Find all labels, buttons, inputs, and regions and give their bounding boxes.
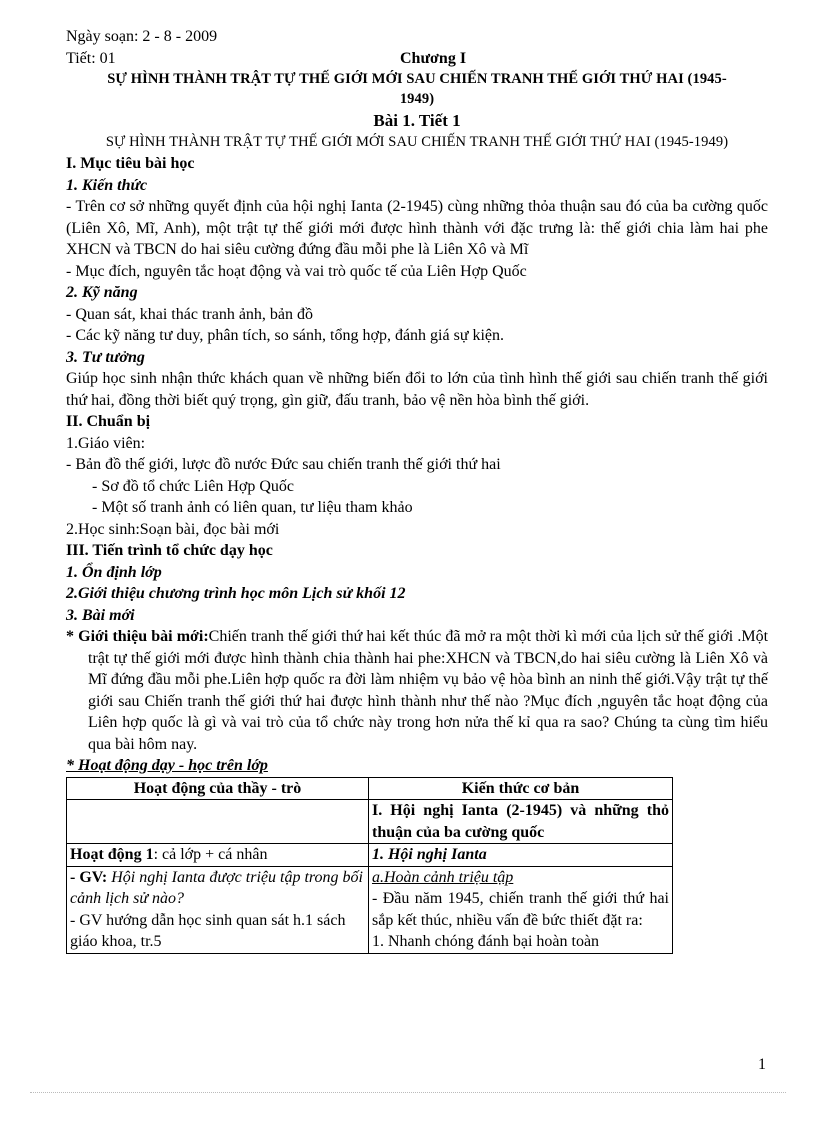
period-chapter-row bbox=[66, 48, 768, 70]
table-cell-subtitle: 1. Hội nghị Ianta bbox=[368, 844, 672, 867]
table-cell-section-title: I. Hội nghị Ianta (2-1945) và những thỏ thuận của ba cường quốc bbox=[368, 800, 672, 844]
activity1-mode: : cả lớp + cá nhân bbox=[153, 846, 268, 863]
activity1-label: Hoạt động 1 bbox=[70, 846, 154, 863]
teacher-question bbox=[70, 867, 365, 910]
gv-label: - GV: bbox=[70, 868, 108, 886]
context-item-1: 1. Nhanh chóng đánh bại hoàn toàn bbox=[371, 933, 600, 950]
teacher-label: 1.Giáo viên: bbox=[66, 434, 146, 452]
table-row bbox=[67, 844, 673, 867]
section1-heading: I. Mục tiêu bài học bbox=[66, 155, 195, 172]
chapter-title-line1: SỰ HÌNH THÀNH TRẬT TỰ THẾ GIỚI MỚI SAU CHIẾN TRANH THẾ GIỚI THỨ HAI (1945- bbox=[107, 71, 727, 87]
intro-text: Chiến tranh thế giới thứ hai kết thúc đã mở ra một thời kì mới của lịch sử thế giới .Một trật tự thế giới mới được hình thành chia thành hai phe:XHCN và TBCN,do hai siêu cường là Liên Xô và Mĩ đứng đầu mỗi phe.Liên hợp quốc ra đời làm nhiệm vụ bảo vệ hòa bình an ninh thế giới.Vậy trật tự thế giới sau Chiến tranh thế giới thứ hai được hình thành như thế nào ?Mục đích ,nguyên tắc hoạt động của Liên hợp quốc là gì và vai trò của tổ chức này trong hơn nửa thế kỉ qua ra sao? Chúng ta cùng tìm hiểu qua bài hôm nay. bbox=[88, 628, 769, 753]
lesson-subtitle: SỰ HÌNH THÀNH TRẬT TỰ THẾ GIỚI MỚI SAU CHIẾN TRANH THẾ GIỚI THỨ HAI (1945-1949) bbox=[105, 133, 729, 150]
teacher-item-3: - Một số tranh ảnh có liên quan, tư liệu tham khảo bbox=[92, 499, 413, 516]
page-footer-divider bbox=[30, 1092, 786, 1093]
teacher-item-1: - Bản đồ thế giới, lược đồ nước Đức sau chiến tranh thế giới thứ hai bbox=[66, 456, 501, 473]
col1-header: Hoạt động của thầy - trò bbox=[67, 777, 369, 800]
skills-item-1: - Quan sát, khai thác tranh ảnh, bản đồ bbox=[66, 305, 314, 323]
knowledge-paragraph-1: - Trên cơ sở những quyết định của hội nghị Ianta (2-1945) cùng những thỏa thuận sau đó của ba cường quốc (Liên Xô, Mĩ, Anh), một trật tự thế giới mới được hình thành với đặc trưng là: thế giới chia làm hai phe XHCN và TBCN do hai siêu cường đứng đầu mỗi phe là Liên Xô và Mĩ bbox=[66, 198, 768, 258]
page-number: 1 bbox=[758, 1056, 766, 1073]
section2-heading: II. Chuẩn bị bbox=[66, 413, 151, 430]
section3-heading: III. Tiến trình tổ chức dạy học bbox=[66, 542, 273, 559]
thought-paragraph: Giúp học sinh nhận thức khách quan về những biến đổi to lớn của tình hình thế giới sau chiến tranh thế giới thứ hai, đồng thời biết quý trọng, gìn giữ, đấu tranh, bảo vệ nền hòa bình thế giới. bbox=[66, 370, 768, 409]
document-page bbox=[66, 26, 768, 954]
skills-item-2: - Các kỹ năng tư duy, phân tích, so sánh, tổng hợp, đánh giá sự kiện. bbox=[66, 327, 505, 344]
knowledge-paragraph-2: - Mục đích, nguyên tắc hoạt động và vai trò quốc tế của Liên Hợp Quốc bbox=[66, 262, 527, 280]
intro-label: * Giới thiệu bài mới: bbox=[66, 628, 209, 645]
activity-heading: * Hoạt động dạy - học trên lớp bbox=[66, 757, 268, 774]
knowledge-heading: 1. Kiến thức bbox=[66, 176, 148, 194]
intro-paragraph bbox=[66, 626, 768, 755]
teacher-item-2: - Sơ đồ tổ chức Liên Hợp Quốc bbox=[92, 477, 294, 495]
period-label: Tiết: 01 bbox=[66, 49, 116, 67]
table-cell-teacher-activity bbox=[67, 866, 369, 953]
context-paragraph: - Đầu năm 1945, chiến tranh thế giới thứ hai sắp kết thúc, nhiều vấn đề bức thiết đặt ra: bbox=[371, 890, 669, 929]
table-row bbox=[67, 800, 673, 844]
context-subheading: a.Hoàn cảnh triệu tập bbox=[371, 868, 514, 886]
table-cell-empty bbox=[67, 800, 369, 844]
thought-heading: 3. Tư tưởng bbox=[66, 348, 145, 366]
gv-question: Hội nghị Ianta được triệu tập trong bối cảnh lịch sử nào? bbox=[70, 868, 363, 907]
chapter-title-line2: 1949) bbox=[399, 90, 435, 107]
chapter-label: Chương I bbox=[400, 49, 467, 67]
date-line: Ngày soạn: 2 - 8 - 2009 bbox=[66, 28, 218, 45]
step3-heading: 3. Bài mới bbox=[66, 606, 135, 624]
activity-table bbox=[66, 777, 673, 954]
student-label: 2.Học sinh:Soạn bài, đọc bài mới bbox=[66, 520, 280, 538]
table-cell-content bbox=[368, 866, 672, 953]
step1-heading: 1. Ổn định lớp bbox=[66, 563, 162, 581]
step2-heading: 2.Giới thiệu chương trình học môn Lịch sử khối 12 bbox=[66, 585, 406, 602]
table-header-row bbox=[67, 777, 673, 800]
skills-heading: 2. Kỹ năng bbox=[66, 284, 138, 301]
teacher-guide: - GV hướng dẫn học sinh quan sát h.1 sách giáo khoa, tr.5 bbox=[70, 911, 346, 950]
col2-header: Kiến thức cơ bản bbox=[368, 777, 672, 800]
lesson-title: Bài 1. Tiết 1 bbox=[373, 111, 461, 130]
table-row bbox=[67, 866, 673, 953]
table-cell-activity bbox=[67, 844, 369, 867]
